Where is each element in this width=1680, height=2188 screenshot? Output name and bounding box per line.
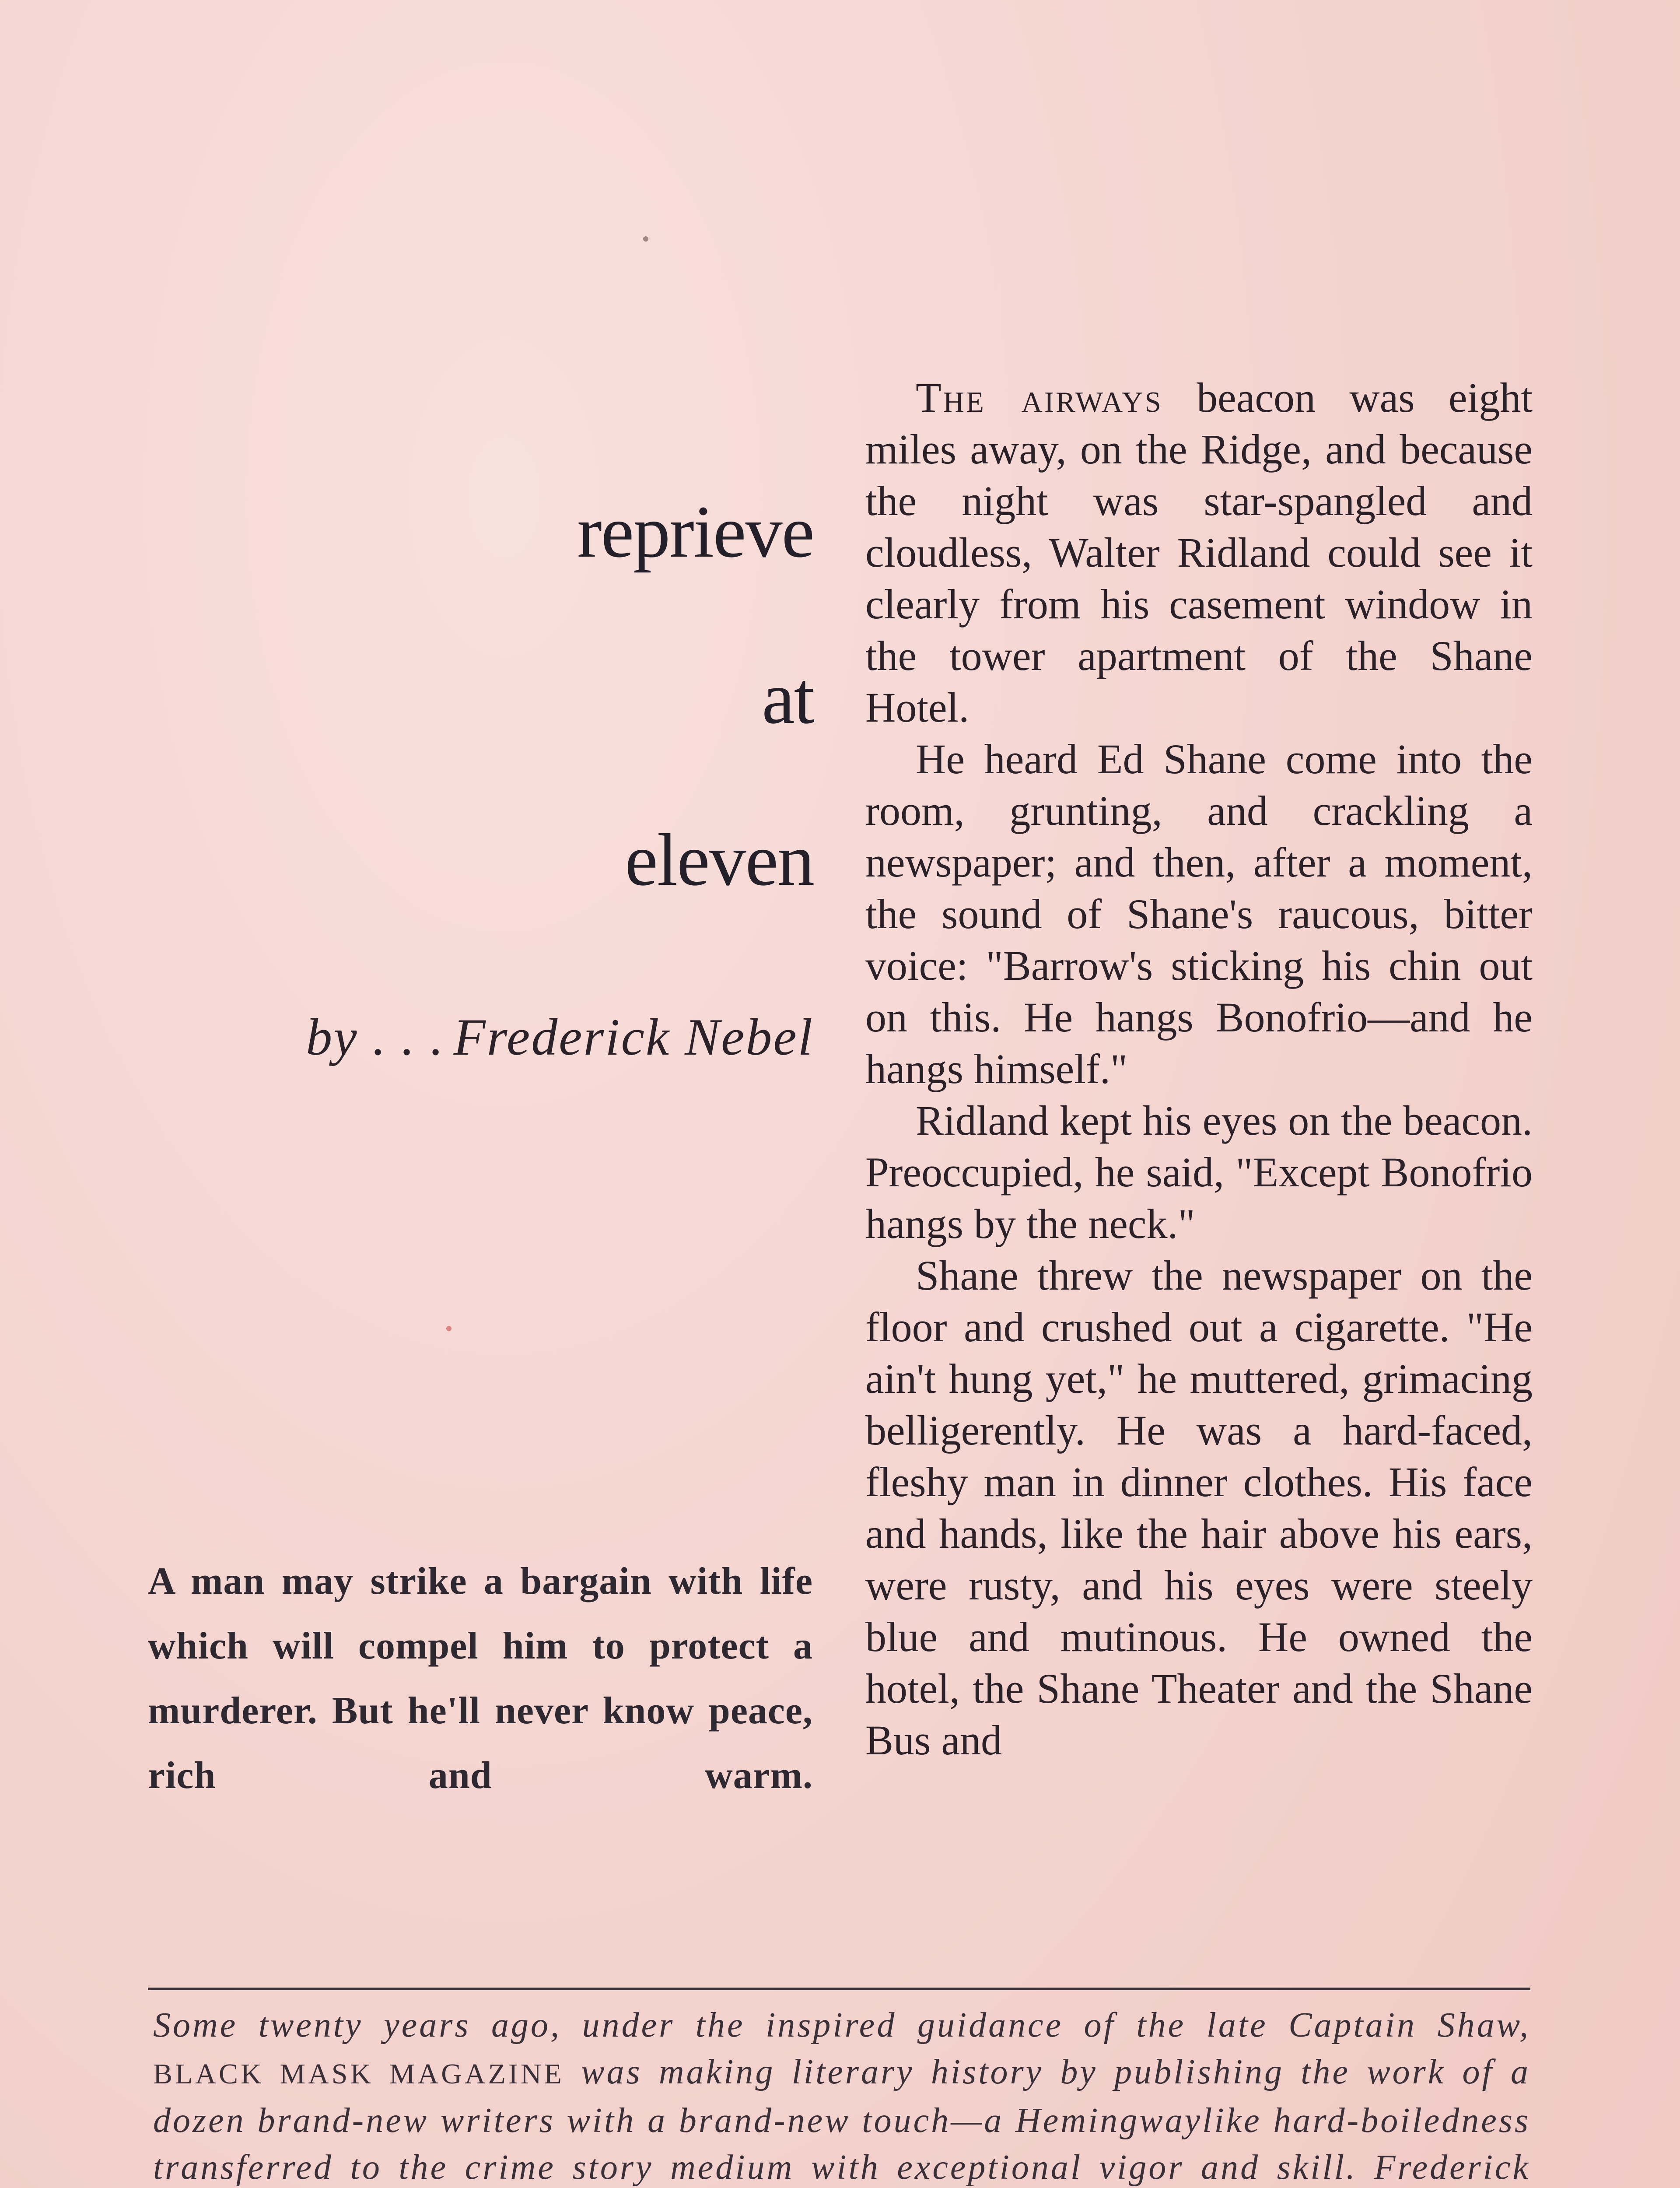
- story-paragraph-4: Shane threw the newspaper on the floor and crushed out a cigarette. "He ain't hung yet," he muttered, grimacing belligerently. He was a hard-faced, fleshy man in dinner clothes. His face and hands, like the hair above his ears, were rusty, and his eyes were steely blue and mutinous. He owned the hotel, the Shane Theater and the Shane Bus and: [865, 1252, 1533, 1764]
- editor-note-part1: Some twenty years ago, under the inspired guidance of the late Captain Shaw,: [153, 2006, 1530, 2044]
- paper-speck: [446, 1326, 452, 1331]
- editor-note: [153, 2002, 1530, 2188]
- title-line-eleven: eleven: [625, 819, 814, 901]
- byline: [306, 1008, 814, 1066]
- footnote-rule-top: [148, 1988, 1530, 1990]
- story-lead-in: The airways: [916, 374, 1163, 421]
- title-line-reprieve: reprieve: [577, 491, 814, 573]
- editor-note-part2: was making literary history by publishing the work of a dozen brand-new writers with a brand-new touch—a Hemingwaylike hard-boiledness transferred to the crime story medium with exceptional vigor and skill. Frederick: [153, 2053, 1531, 2187]
- story-paragraph-1-text: beacon was eight miles away, on the Ridge, and because the night was star-spangled and cloudless, Walter Ridland could see it clearly from his casement window in the tower apartment of the Shane Hotel.: [865, 374, 1533, 731]
- byline-author: Frederick Nebel: [453, 1008, 814, 1066]
- editor-note-magazine: BLACK MASK MAGAZINE: [153, 2058, 564, 2090]
- story-paragraph-1: [865, 372, 1533, 733]
- story-text-column: [865, 372, 1533, 1766]
- story-paragraph-3: Ridland kept his eyes on the beacon. Preoccupied, he said, "Except Bonofrio hangs by the neck.": [865, 1097, 1533, 1247]
- title-line-at: at: [762, 657, 814, 739]
- byline-prefix: by . . .: [306, 1008, 445, 1066]
- story-paragraph-2: He heard Ed Shane come into the room, grunting, and crackling a newspaper; and then, after a moment, the sound of Shane's raucous, bitter voice: "Barrow's sticking his chin out on this. He hangs Bonofrio—and he hangs himself.": [865, 736, 1533, 1092]
- story-blurb: A man may strike a bargain with life which will compel him to protect a murderer. But he'll never know peace, rich and warm.: [148, 1560, 813, 1797]
- paper-speck: [643, 236, 648, 242]
